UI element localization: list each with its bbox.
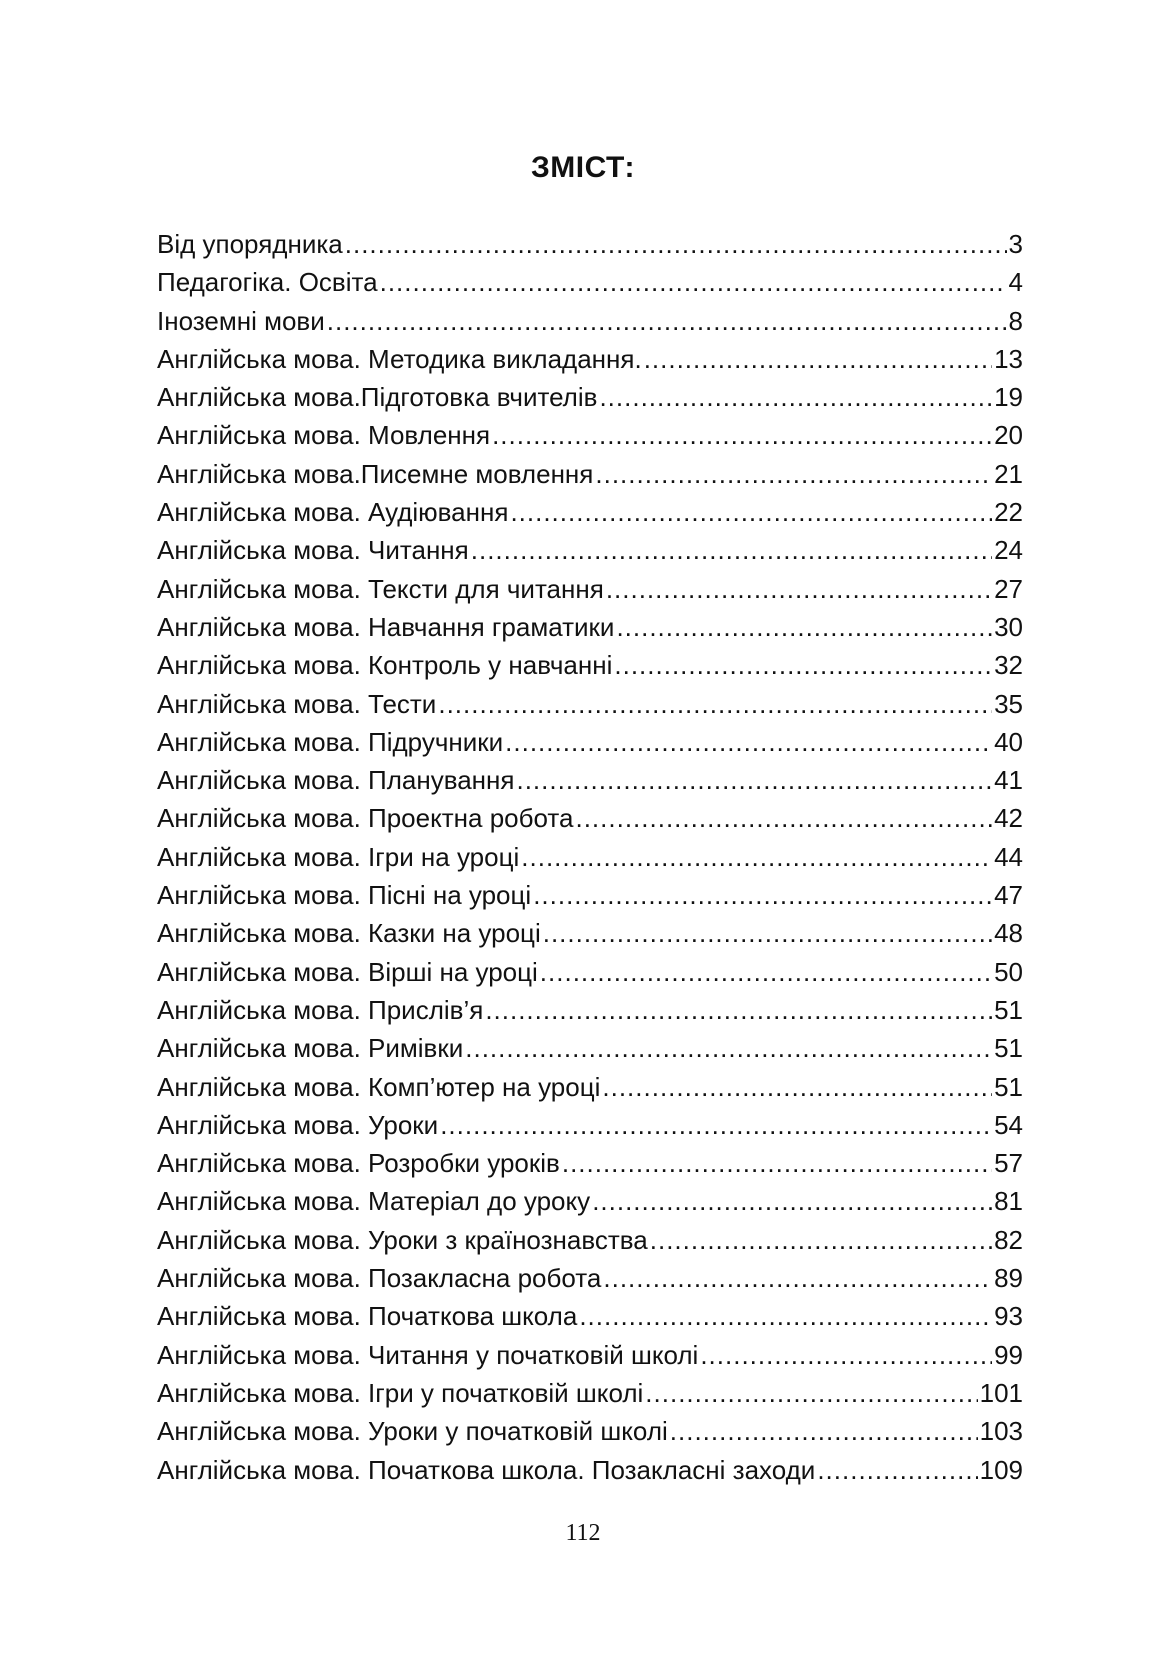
toc-entry	[157, 1259, 1023, 1297]
toc-entry	[157, 378, 1023, 416]
toc-entry	[157, 761, 1023, 799]
toc-entry	[157, 723, 1023, 761]
toc-dot-leader	[465, 1029, 992, 1067]
toc-dot-leader	[540, 953, 992, 991]
toc-dot-leader	[516, 761, 992, 799]
toc-entry	[157, 225, 1023, 263]
toc-dot-leader	[471, 531, 992, 569]
toc-title: ЗМІСТ:	[531, 151, 635, 184]
toc-entry-page: 57	[994, 1148, 1023, 1179]
toc-entry-label: Англійська мова. Контроль у навчанні	[157, 650, 613, 681]
toc-entry	[157, 263, 1023, 301]
toc-dot-leader	[505, 723, 992, 761]
toc-entry-label: Англійська мова. Мовлення	[157, 420, 491, 451]
toc-dot-leader	[510, 493, 992, 531]
toc-entry-label: Англійська мова. Навчання граматики	[157, 611, 615, 642]
toc-dot-leader	[616, 608, 992, 646]
toc-entry-page: 82	[994, 1224, 1023, 1255]
toc-entry-page: 4	[1008, 267, 1023, 298]
toc-entry-label: Англійська мова. Уроки у початковій школі	[157, 1416, 668, 1447]
toc-dot-leader	[485, 991, 992, 1029]
toc-entry-label: Англійська мова. Аудіювання	[157, 497, 509, 528]
toc-entry-label: Англійська мова. Початкова школа	[157, 1301, 578, 1332]
toc-entry	[157, 953, 1023, 991]
toc-entry-page: 30	[994, 611, 1023, 642]
toc-dot-leader	[562, 1144, 992, 1182]
toc-dot-leader	[492, 416, 992, 454]
toc-dot-leader	[700, 1336, 992, 1374]
toc-entry-page: 101	[979, 1377, 1023, 1408]
toc-entry	[157, 799, 1023, 837]
toc-dot-leader	[670, 1412, 978, 1450]
toc-entry-page: 24	[994, 535, 1023, 566]
toc-entry-label: Англійська мова. Прислів’я	[157, 994, 484, 1025]
toc-entry	[157, 302, 1023, 340]
toc-dot-leader	[327, 302, 1007, 340]
toc-entry	[157, 991, 1023, 1029]
toc-entry-label: Англійська мова.Підготовка вчителів	[157, 382, 598, 413]
toc-dot-leader	[606, 570, 992, 608]
toc-entry	[157, 914, 1023, 952]
toc-entry	[157, 685, 1023, 723]
toc-entry	[157, 1068, 1023, 1106]
toc-entry	[157, 838, 1023, 876]
toc-entry-page: 54	[994, 1109, 1023, 1140]
toc-dot-leader	[650, 1221, 992, 1259]
toc-dot-leader	[614, 646, 992, 684]
toc-dot-leader	[543, 914, 992, 952]
toc-dot-leader	[644, 340, 992, 378]
toc-entry-label: Англійська мова. Вірші на уроці	[157, 956, 538, 987]
toc-entry	[157, 646, 1023, 684]
toc-entry-page: 3	[1008, 229, 1023, 259]
toc-entry-page: 20	[994, 420, 1023, 451]
toc-dot-leader	[440, 1106, 992, 1144]
toc-dot-leader	[602, 1068, 992, 1106]
toc-entry-page: 27	[994, 573, 1023, 604]
toc-entry-page: 35	[994, 688, 1023, 719]
toc-entry-label: Педагогіка. Освіта	[157, 267, 378, 298]
toc-entry-label: Англійська мова. Проектна робота	[157, 803, 574, 834]
toc-entry-label: Англійська мова. Уроки	[157, 1109, 439, 1140]
toc-entry-label: Англійська мова. Читання у початковій школі	[157, 1339, 699, 1370]
toc-entry-page: 109	[979, 1454, 1023, 1485]
toc-dot-leader	[599, 378, 992, 416]
toc-entry	[157, 1374, 1023, 1412]
toc-entry-page: 41	[994, 765, 1023, 796]
toc-entry-page: 44	[994, 841, 1023, 872]
toc-entry-label: Англійська мова. Римівки	[157, 1033, 464, 1064]
toc-entry-page: 51	[994, 1071, 1023, 1102]
toc-entry-label: Англійська мова. Позакласна робота	[157, 1263, 602, 1294]
toc-entry-page: 99	[994, 1339, 1023, 1370]
toc-entry	[157, 1336, 1023, 1374]
toc-entry-label: Англійська мова. Розробки уроків	[157, 1148, 560, 1179]
toc-entry-page: 42	[994, 803, 1023, 834]
toc-dot-leader	[603, 1259, 992, 1297]
toc-dot-leader	[345, 225, 1007, 263]
toc-dot-leader	[575, 799, 992, 837]
toc-entry-page: 19	[994, 382, 1023, 413]
toc-entry	[157, 1412, 1023, 1450]
toc-entry-label: Іноземні мови	[157, 305, 325, 336]
toc-entry	[157, 1221, 1023, 1259]
toc-entry	[157, 1144, 1023, 1182]
toc-entry	[157, 570, 1023, 608]
toc-dot-leader	[579, 1297, 992, 1335]
toc-entry-page: 51	[994, 1033, 1023, 1064]
toc-dot-leader	[438, 685, 992, 723]
toc-entry	[157, 1106, 1023, 1144]
toc-entry-page: 50	[994, 956, 1023, 987]
toc-entry-label: Англійська мова. Читання	[157, 535, 469, 566]
toc-entry-label: Англійська мова.Писемне мовлення	[157, 458, 594, 489]
table-of-contents	[157, 225, 1023, 1489]
toc-dot-leader	[592, 1182, 992, 1220]
toc-entry-page: 22	[994, 497, 1023, 528]
toc-entry-label: Англійська мова. Ігри у початковій школі	[157, 1377, 644, 1408]
toc-entry-label: Від упорядника	[157, 229, 343, 259]
toc-entry-label: Англійська мова. Планування	[157, 765, 515, 796]
toc-entry	[157, 876, 1023, 914]
toc-entry-page: 89	[994, 1263, 1023, 1294]
toc-entry-page: 103	[979, 1416, 1023, 1447]
toc-entry-page: 13	[994, 343, 1023, 374]
toc-dot-leader	[595, 455, 992, 493]
toc-entry-page: 51	[994, 994, 1023, 1025]
toc-dot-leader	[645, 1374, 977, 1412]
toc-entry-label: Англійська мова. Уроки з країнознавства	[157, 1224, 648, 1255]
toc-entry-page: 32	[994, 650, 1023, 681]
toc-entry-page: 47	[994, 880, 1023, 911]
toc-entry	[157, 531, 1023, 569]
toc-entry-label: Англійська мова. Методика викладання.	[157, 343, 642, 374]
toc-entry-page: 40	[994, 726, 1023, 757]
toc-entry	[157, 493, 1023, 531]
toc-entry-label: Англійська мова. Казки на уроці	[157, 918, 541, 949]
toc-entry-label: Англійська мова. Тексти для читання	[157, 573, 604, 604]
toc-entry	[157, 416, 1023, 454]
toc-entry-page: 81	[994, 1186, 1023, 1217]
toc-entry	[157, 455, 1023, 493]
toc-entry-label: Англійська мова. Комп’ютер на уроці	[157, 1071, 601, 1102]
toc-entry-page: 8	[1008, 305, 1023, 336]
toc-entry	[157, 340, 1023, 378]
toc-entry-label: Англійська мова. Ігри на уроці	[157, 841, 520, 872]
toc-entry-label: Англійська мова. Пісні на уроці	[157, 880, 532, 911]
toc-entry	[157, 1029, 1023, 1067]
toc-entry	[157, 1451, 1023, 1489]
toc-entry-page: 48	[994, 918, 1023, 949]
toc-dot-leader	[817, 1451, 977, 1489]
toc-entry-label: Англійська мова. Тести	[157, 688, 437, 719]
toc-entry-label: Англійська мова. Підручники	[157, 726, 504, 757]
toc-dot-leader	[380, 263, 1007, 301]
page-number: 112	[565, 1520, 601, 1546]
toc-dot-leader	[533, 876, 992, 914]
toc-entry	[157, 608, 1023, 646]
toc-entry-label: Англійська мова. Матеріал до уроку	[157, 1186, 591, 1217]
toc-entry-label: Англійська мова. Початкова школа. Позакласні заходи	[157, 1454, 816, 1485]
toc-entry	[157, 1182, 1023, 1220]
toc-entry-page: 21	[994, 458, 1023, 489]
toc-entry	[157, 1297, 1023, 1335]
toc-entry-page: 93	[994, 1301, 1023, 1332]
toc-dot-leader	[521, 838, 992, 876]
